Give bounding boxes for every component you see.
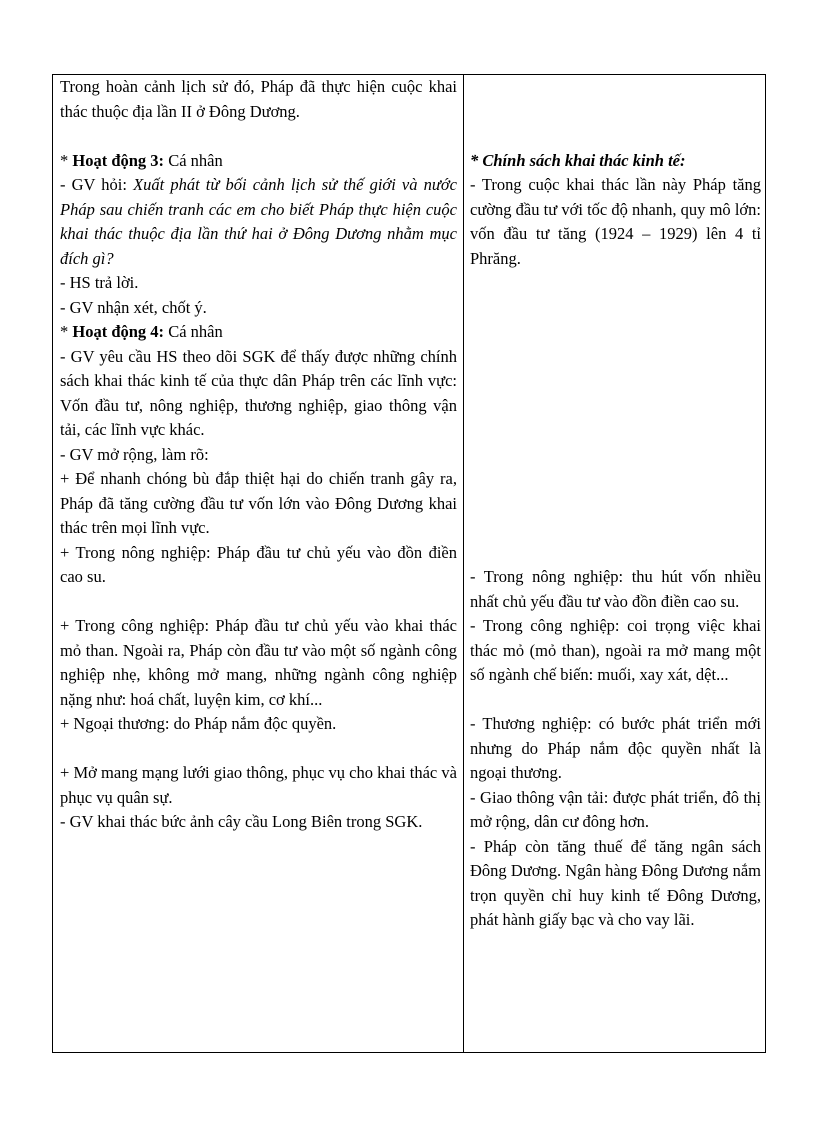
commerce-note: - Thương nghiệp: có bước phát triển mới nhưng do Pháp nắm độc quyền nhất là ngoại thương. xyxy=(470,714,761,782)
column-divider xyxy=(463,75,464,1052)
agriculture-note: - Trong nông nghiệp: thu hút vốn nhiều nhất chủ yếu đầu tư vào đồn điền cao su. xyxy=(470,567,761,611)
lesson-table xyxy=(52,74,766,1053)
investment-note: - Trong cuộc khai thác lần này Pháp tăng cường đầu tư với tốc độ nhanh, quy mô lớn: vốn đầu tư tăng (1924 – 1929) lên 4 tỉ Phrăng. xyxy=(470,175,761,268)
teacher-expand: - GV mở rộng, làm rõ: xyxy=(60,444,209,464)
point-agriculture: + Trong nông nghiệp: Pháp đầu tư chủ yếu vào đồn điền cao su. xyxy=(60,542,457,586)
transport-note: - Giao thông vận tải: được phát triển, đô thị mở rộng, dân cư đông hơn. xyxy=(470,787,761,831)
teacher-bridge-photo: - GV khai thác bức ảnh cây cầu Long Biên trong SGK. xyxy=(60,812,423,831)
teacher-comment: - GV nhận xét, chốt ý. xyxy=(60,297,207,317)
policy-heading: * Chính sách khai thác kinh tế: xyxy=(470,150,686,170)
point-transport: + Mở mang mạng lưới giao thông, phục vụ cho khai thác và phục vụ quân sự. xyxy=(60,763,457,807)
activity-3-heading: * Hoạt động 3: Cá nhân xyxy=(60,150,223,170)
teacher-question: - GV hỏi: Xuất phát từ bối cảnh lịch sử thế giới và nước Pháp sau chiến tranh các em cho biết Pháp thực hiện cuộc khai thác thuộc địa lần thứ hai ở Đông Dương nhằm mục đích gì? xyxy=(60,175,457,268)
point-compensate: + Để nhanh chóng bù đắp thiệt hại do chiến tranh gây ra, Pháp đã tăng cường đầu tư vốn lớn vào Đông Dương khai thác trên mọi lĩnh vực. xyxy=(60,469,457,537)
activity-4-heading: * Hoạt động 4: Cá nhân xyxy=(60,322,223,341)
student-answer: - HS trả lời. xyxy=(60,273,139,292)
point-foreign-trade: + Ngoại thương: do Pháp nắm độc quyền. xyxy=(60,714,337,733)
point-industry: + Trong công nghiệp: Pháp đầu tư chủ yếu vào khai thác mỏ than. Ngoài ra, Pháp còn đầu tư vào một số ngành công nghiệp nhẹ, không mở mang, những ngành công nghiệp nặng như: hoá chất, luyện kim, cơ khí... xyxy=(60,616,457,709)
teacher-request: - GV yêu cầu HS theo dõi SGK để thấy được những chính sách khai thác kinh tế của thực dân Pháp trên các lĩnh vực: Vốn đầu tư, nông nghiệp, thương nghiệp, giao thông vận tải, các lĩnh vực khác. xyxy=(60,346,457,439)
teacher-student-activity-column xyxy=(60,75,457,835)
industry-note: - Trong công nghiệp: coi trọng việc khai thác mỏ (mỏ than), ngoài ra mở mang một số ngành chế biến: muối, xay xát, dệt... xyxy=(470,616,761,684)
tax-bank-note: - Pháp còn tăng thuế để tăng ngân sách Đông Dương. Ngân hàng Đông Dương nắm trọn quyền chỉ huy kinh tế Đông Dương, phát hành giấy bạc và cho vay lãi. xyxy=(470,836,761,929)
content-column xyxy=(470,75,761,933)
intro-paragraph: Trong hoàn cảnh lịch sử đó, Pháp đã thực hiện cuộc khai thác thuộc địa lần II ở Đông Dương. xyxy=(60,77,457,121)
